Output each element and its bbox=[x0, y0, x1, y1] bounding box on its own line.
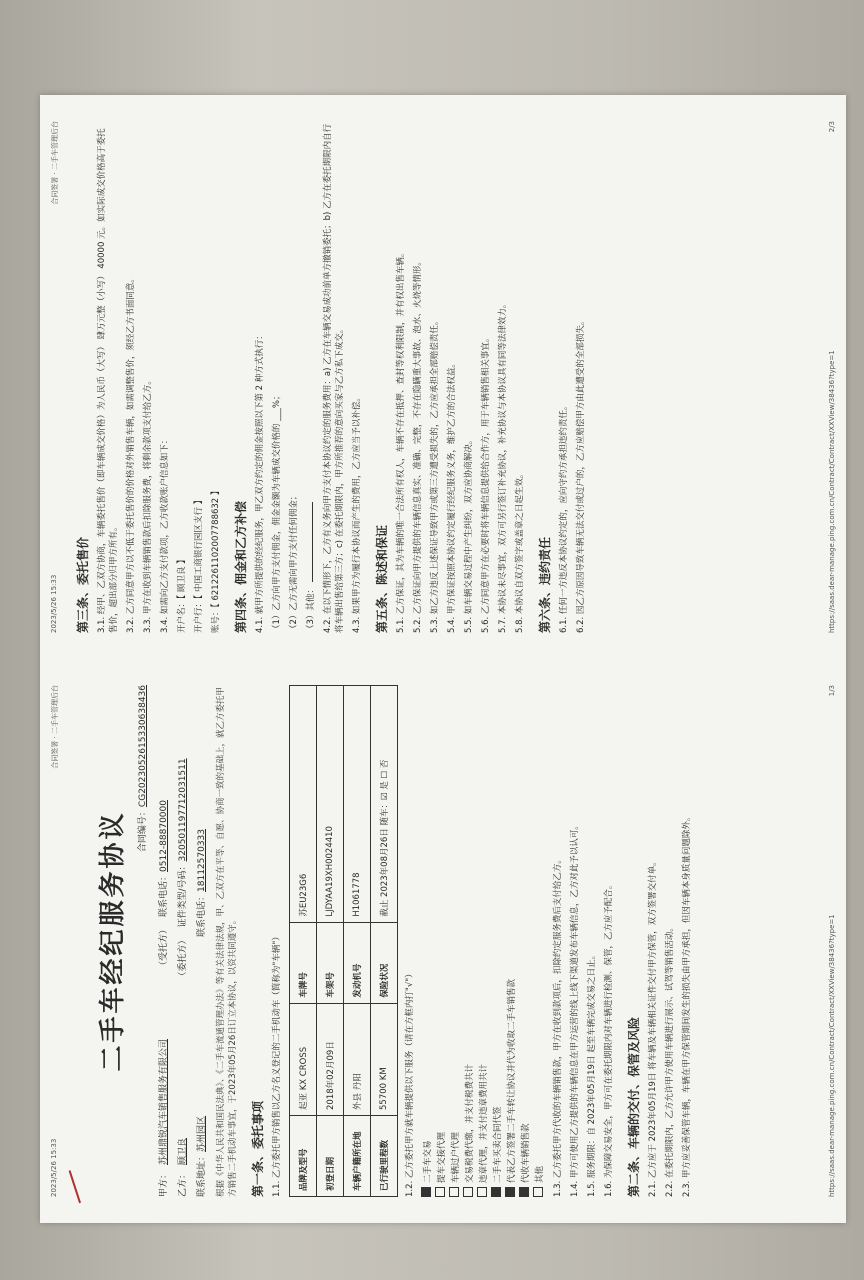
section-6-title: 第六条、违约责任 bbox=[538, 536, 552, 633]
clause-1-5: 1.5. 服务期限：自 2023年05月19日 起至车辆完成交易之日止。 bbox=[587, 950, 597, 1197]
party-a: 甲方： 苏州鼎锐汽车销售服务有限公司 （受托方） 联系电话： 0512-88870000 bbox=[159, 800, 169, 1197]
clause-2-3: 2.3. 甲方应妥善保管车辆，车辆在甲方保管期间发生的损失由甲方承担，但因车辆本身质量问题除外。 bbox=[682, 812, 692, 1197]
clause-5-8: 5.8. 本协议自双方签字或盖章之日起生效。 bbox=[515, 469, 525, 633]
clause-2-1: 2.1. 乙方应于 2023年05月19日 将车辆及车辆相关证件交付甲方保管，双方签署交付单。 bbox=[648, 857, 658, 1197]
service-option-label: 代收车辆销售款 bbox=[521, 1123, 531, 1183]
clause-4-2: 4.2. 在以下情形下，乙方有义务向甲方支付本协议约定的服务费用：a) 乙方在车辆交易成功前单方撤销委托；b) 乙方在委托期限内自行将车辆出售给第三方；c) 在委托期限内，甲方所推荐的意向买家与乙方私下成交。 bbox=[323, 123, 345, 633]
clause-2-2: 2.2. 在委托期限内，乙方允许甲方使用车辆进行展示、试驾等销售活动。 bbox=[665, 923, 675, 1197]
clause-1-6: 1.6. 为保障交易安全，甲方可在委托期限内对车辆进行检测、保管，乙方应予配合。 bbox=[604, 880, 614, 1197]
section-2-title: 第二条、车辆的交付、保管及风险 bbox=[627, 1016, 641, 1197]
clause-5-4: 5.4. 甲方保证按照本协议约定履行经纪服务义务，维护乙方的合法权益。 bbox=[447, 359, 457, 633]
page-2 bbox=[40, 95, 846, 659]
clause-5-7: 5.7. 本协议未尽事宜，双方可另行签订补充协议，补充协议与本协议具有同等法律效力。 bbox=[498, 299, 508, 633]
clause-6-1: 6.1. 任何一方违反本协议约定的，应向守约方承担违约责任。 bbox=[559, 401, 569, 633]
checked-box-icon bbox=[491, 1187, 501, 1197]
footer-url: https://saas.dear-manage.ping.com.cn/Contract/Contract/XXView/38436?type=1 bbox=[828, 914, 836, 1197]
clause-3-3: 3.3. 甲方在收到车辆销售款后扣除服务费，将剩余款项支付给乙方。 bbox=[143, 376, 153, 633]
service-options bbox=[421, 685, 547, 1197]
unchecked-box-icon bbox=[533, 1187, 543, 1197]
clause-1-4: 1.4. 甲方可使用乙方提供的车辆信息在甲方运营的线上线下渠道发布车辆信息，乙方对此予以认可。 bbox=[570, 821, 580, 1197]
clause-5-3: 5.3. 如乙方违反上述保证导致甲方或第三方遭受损失的，乙方应承担全部赔偿责任。 bbox=[430, 316, 440, 633]
service-option bbox=[435, 685, 449, 1197]
section-4-title: 第四条、佣金和乙方补偿 bbox=[234, 500, 248, 633]
party-b: 乙方： 顾卫良 （委托方） 证件类型/号码： 320501197712031511 bbox=[178, 758, 188, 1197]
unchecked-box-icon bbox=[435, 1187, 445, 1197]
unchecked-box-icon bbox=[463, 1187, 473, 1197]
service-option-label: 代表乙方签署二手车转让协议并代为收取二手车销售款 bbox=[507, 978, 517, 1183]
intro-paragraph: 根据《中华人民共和国民法典》、《二手车流通管理办法》等有关法律法规，甲、乙双方在平等、自愿、协商一致的基础上，就乙方委托甲方销售二手机动车事宜，于2023年05月26日订立本协议，以资共同遵守。 bbox=[216, 686, 238, 1197]
clause-4-3: 4.3. 如果甲方为履行本协议而产生的费用，乙方应当予以补偿。 bbox=[352, 393, 362, 633]
clause-5-6: 5.6. 乙方同意甲方在必要时将车辆信息提供给合作方，用于车辆销售相关事宜。 bbox=[481, 333, 491, 633]
page-footer bbox=[828, 685, 836, 1197]
service-option-label: 交易税费代缴，并支付税费共计 bbox=[465, 1063, 475, 1183]
service-option bbox=[463, 685, 477, 1197]
header-brand: 合同签署 · 二手车管理后台 bbox=[51, 685, 59, 769]
table-row: 初登日期 2018年02月09日 车架号 LJDYAA19XH0024410 bbox=[317, 686, 344, 1197]
service-option-label: 违章代理，并支付违章费用共计 bbox=[479, 1063, 489, 1183]
checked-box-icon bbox=[519, 1187, 529, 1197]
contract-number: 合同编号：CG2023052615330638436 bbox=[138, 685, 148, 853]
clause-3-4: 3.4. 如需向乙方支付款项，乙方收款账户信息如下： bbox=[160, 435, 170, 633]
account-name: 开户名：【 顾卫良 】 bbox=[177, 555, 187, 633]
clause-3-2: 3.2. 乙方同意甲方以不低于委托售价的价格对外销售车辆，如需调整售价，须经乙方书面同意。 bbox=[126, 274, 136, 633]
vehicle-table bbox=[289, 685, 398, 1197]
service-option bbox=[477, 685, 491, 1197]
clause-6-2: 6.2. 因乙方原因导致车辆无法交付或过户的，乙方应赔偿甲方由此遭受的全部损失。 bbox=[576, 316, 586, 633]
clause-1-2: 1.2. 乙方委托甲方就车辆提供以下服务（请在方框内打"√"） bbox=[405, 969, 415, 1197]
party-b-contact: 联系地址： 苏州园区 联系电话： 18112570333 bbox=[197, 828, 207, 1197]
clause-1-1: 1.1. 乙方委托甲方销售以乙方名义登记的二手机动车（简称为"车辆"） bbox=[272, 932, 282, 1197]
clause-3-1: 3.1. 经甲、乙双方协商，车辆委托售价（即车辆成交价格）为人民币（大写） 肆万元整（小写） 40000 元。如实际成交价格高于委托售价，超出部分归甲方所有。 bbox=[97, 128, 119, 633]
clause-4-1a: （1）乙方向甲方支付佣金，佣金金额为车辆成交价格的 ___%； bbox=[272, 391, 282, 633]
service-option bbox=[533, 685, 547, 1197]
document-title: 二手车经纪服务协议 bbox=[98, 810, 128, 1072]
clause-5-1: 5.1. 乙方保证，其为车辆的唯一合法所有权人，车辆不存在抵押、查封等权利限制，并有权出售车辆。 bbox=[396, 248, 406, 633]
service-option-label: 二手车交易 bbox=[423, 1140, 433, 1183]
header-date: 2023/5/26 15:33 bbox=[50, 574, 58, 633]
clause-4-1c: （3）其他： bbox=[305, 121, 317, 633]
footer-url: https://saas.dear-manage.ping.com.cn/Contract/Contract/XXView/38436?type=1 bbox=[828, 350, 836, 633]
account-number: 账号：【 6212261102007788632 】 bbox=[211, 486, 221, 633]
table-row: 已行驶里程数 55700 KM 保险状况 截止 2023年08月26日 随车：☑ 是 ☐ 否 bbox=[371, 686, 398, 1197]
header-brand: 合同签署 · 二手车管理后台 bbox=[51, 121, 59, 205]
page-header bbox=[50, 685, 64, 1197]
checked-box-icon bbox=[505, 1187, 515, 1197]
table-row: 品牌及型号 起亚 KX CROSS 车牌号 苏EU23G6 bbox=[290, 686, 317, 1197]
service-option bbox=[421, 685, 435, 1197]
service-option-label: 提车交接代理 bbox=[437, 1131, 447, 1183]
table-row: 车辆户籍所在地 外县 丹阳 发动机号 H1061778 bbox=[344, 686, 371, 1197]
service-option bbox=[519, 685, 533, 1197]
clause-5-2: 5.2. 乙方保证向甲方提供的车辆信息真实、准确、完整，不存在隐瞒重大事故、泡水、火烧等情形。 bbox=[413, 257, 423, 633]
page-number: 1/3 bbox=[828, 685, 836, 697]
section-1-title: 第一条、委托事项 bbox=[251, 1100, 265, 1197]
page-footer bbox=[828, 121, 836, 633]
checked-box-icon bbox=[421, 1187, 431, 1197]
page-1 bbox=[40, 659, 846, 1223]
page-number: 2/3 bbox=[828, 121, 836, 133]
account-bank: 开户行：【 中国工商银行园区支行 】 bbox=[194, 495, 204, 633]
clause-5-5: 5.5. 如车辆交易过程中产生纠纷，双方应协商解决。 bbox=[464, 435, 474, 633]
header-date: 2023/5/26 15:33 bbox=[50, 1138, 58, 1197]
service-option bbox=[449, 685, 463, 1197]
contract-sheet bbox=[40, 95, 846, 1223]
service-option-label: 二手车买卖合同代签 bbox=[493, 1106, 503, 1183]
clause-4-1b: （2）乙方无需向甲方支付任何佣金； bbox=[289, 491, 299, 633]
clause-1-3: 1.3. 乙方委托甲方代收的车辆销售款，甲方在收到款项后，扣除约定服务费后支付给乙方。 bbox=[553, 855, 563, 1197]
section-5-title: 第五条、陈述和保证 bbox=[375, 524, 389, 633]
clause-4-1: 4.1. 就甲方所提供的经纪服务，甲乙双方约定的佣金按照以下第 2 种方式执行： bbox=[255, 331, 265, 633]
service-option-label: 车辆过户代理 bbox=[451, 1131, 461, 1183]
service-option-label: 其他 bbox=[535, 1165, 545, 1183]
service-option bbox=[491, 685, 505, 1197]
section-3-title: 第三条、委托售价 bbox=[76, 536, 90, 633]
page-header bbox=[50, 121, 64, 633]
unchecked-box-icon bbox=[477, 1187, 487, 1197]
service-option bbox=[505, 685, 519, 1197]
unchecked-box-icon bbox=[449, 1187, 459, 1197]
